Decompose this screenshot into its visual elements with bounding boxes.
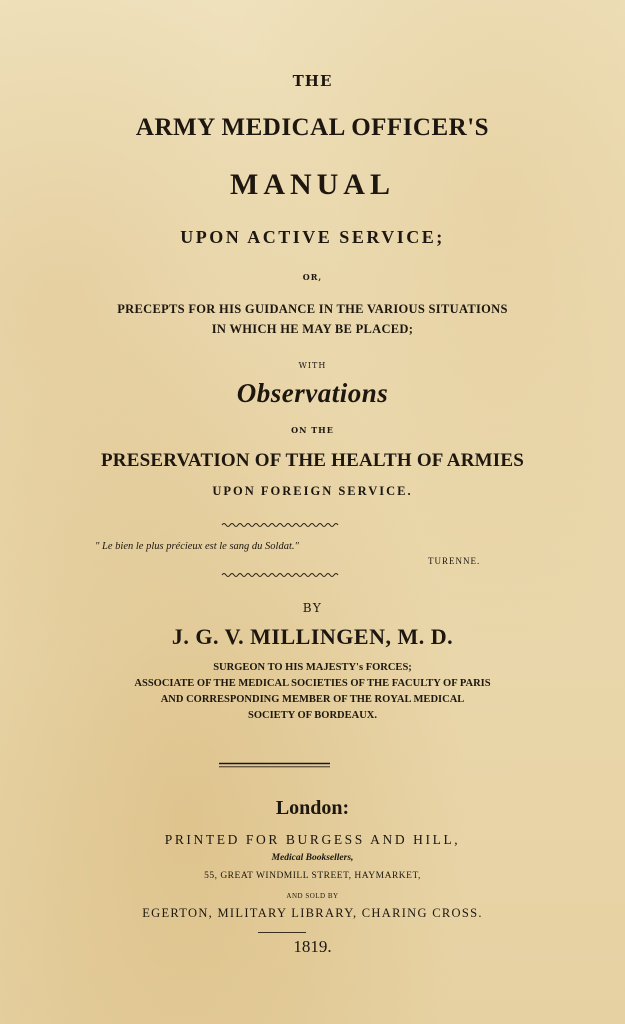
imprint-year: 1819. <box>293 937 332 956</box>
subtitle-with: WITH <box>298 361 327 370</box>
credential-line: SURGEON TO HIS MAJESTY's FORCES; <box>213 662 412 673</box>
ornament-rule-bottom <box>0 572 625 578</box>
title-line-1: ARMY MEDICAL OFFICER'S <box>135 114 490 141</box>
credential-line: AND CORRESPONDING MEMBER OF THE ROYAL MEDICAL <box>160 694 465 705</box>
subtitle-precepts-1: PRECEPTS FOR HIS GUIDANCE IN THE VARIOUS SITUATIONS <box>117 302 508 316</box>
imprint-sold-by: AND SOLD BY <box>286 892 339 900</box>
subtitle-on-the: ON THE <box>291 425 334 435</box>
subtitle-precepts-2: IN WHICH HE MAY BE PLACED; <box>211 322 414 336</box>
subtitle-observations: Observations <box>236 378 389 408</box>
subtitle-foreign-service: UPON FOREIGN SERVICE. <box>212 484 413 498</box>
title-the: THE <box>292 72 333 90</box>
by-line: BY <box>302 601 323 615</box>
credential-line: SOCIETY OF BORDEAUX. <box>247 710 378 721</box>
author-name: J. G. V. MILLINGEN, M. D. <box>171 624 454 649</box>
imprint-booksellers: Medical Booksellers, <box>271 853 354 863</box>
epigraph: " Le bien le plus précieux est le sang du Soldat." <box>95 541 299 552</box>
subtitle-preservation: PRESERVATION OF THE HEALTH OF ARMIES <box>100 450 525 471</box>
year-rule <box>258 932 306 933</box>
double-rule <box>219 762 330 768</box>
imprint-seller: EGERTON, MILITARY LIBRARY, CHARING CROSS. <box>142 906 483 920</box>
imprint-address: 55, GREAT WINDMILL STREET, HAYMARKET, <box>204 871 421 881</box>
imprint-city: London: <box>275 797 350 819</box>
subtitle-or: OR, <box>302 272 323 282</box>
epigraph-author: TURENNE. <box>428 556 481 566</box>
title-line-2: MANUAL <box>230 168 395 201</box>
title-line-3: UPON ACTIVE SERVICE; <box>180 227 445 247</box>
credential-line: ASSOCIATE OF THE MEDICAL SOCIETIES OF THE FACULTY OF PARIS <box>134 678 491 689</box>
imprint-printed-for: PRINTED FOR BURGESS AND HILL, <box>164 832 461 847</box>
ornament-rule-top <box>0 522 625 528</box>
